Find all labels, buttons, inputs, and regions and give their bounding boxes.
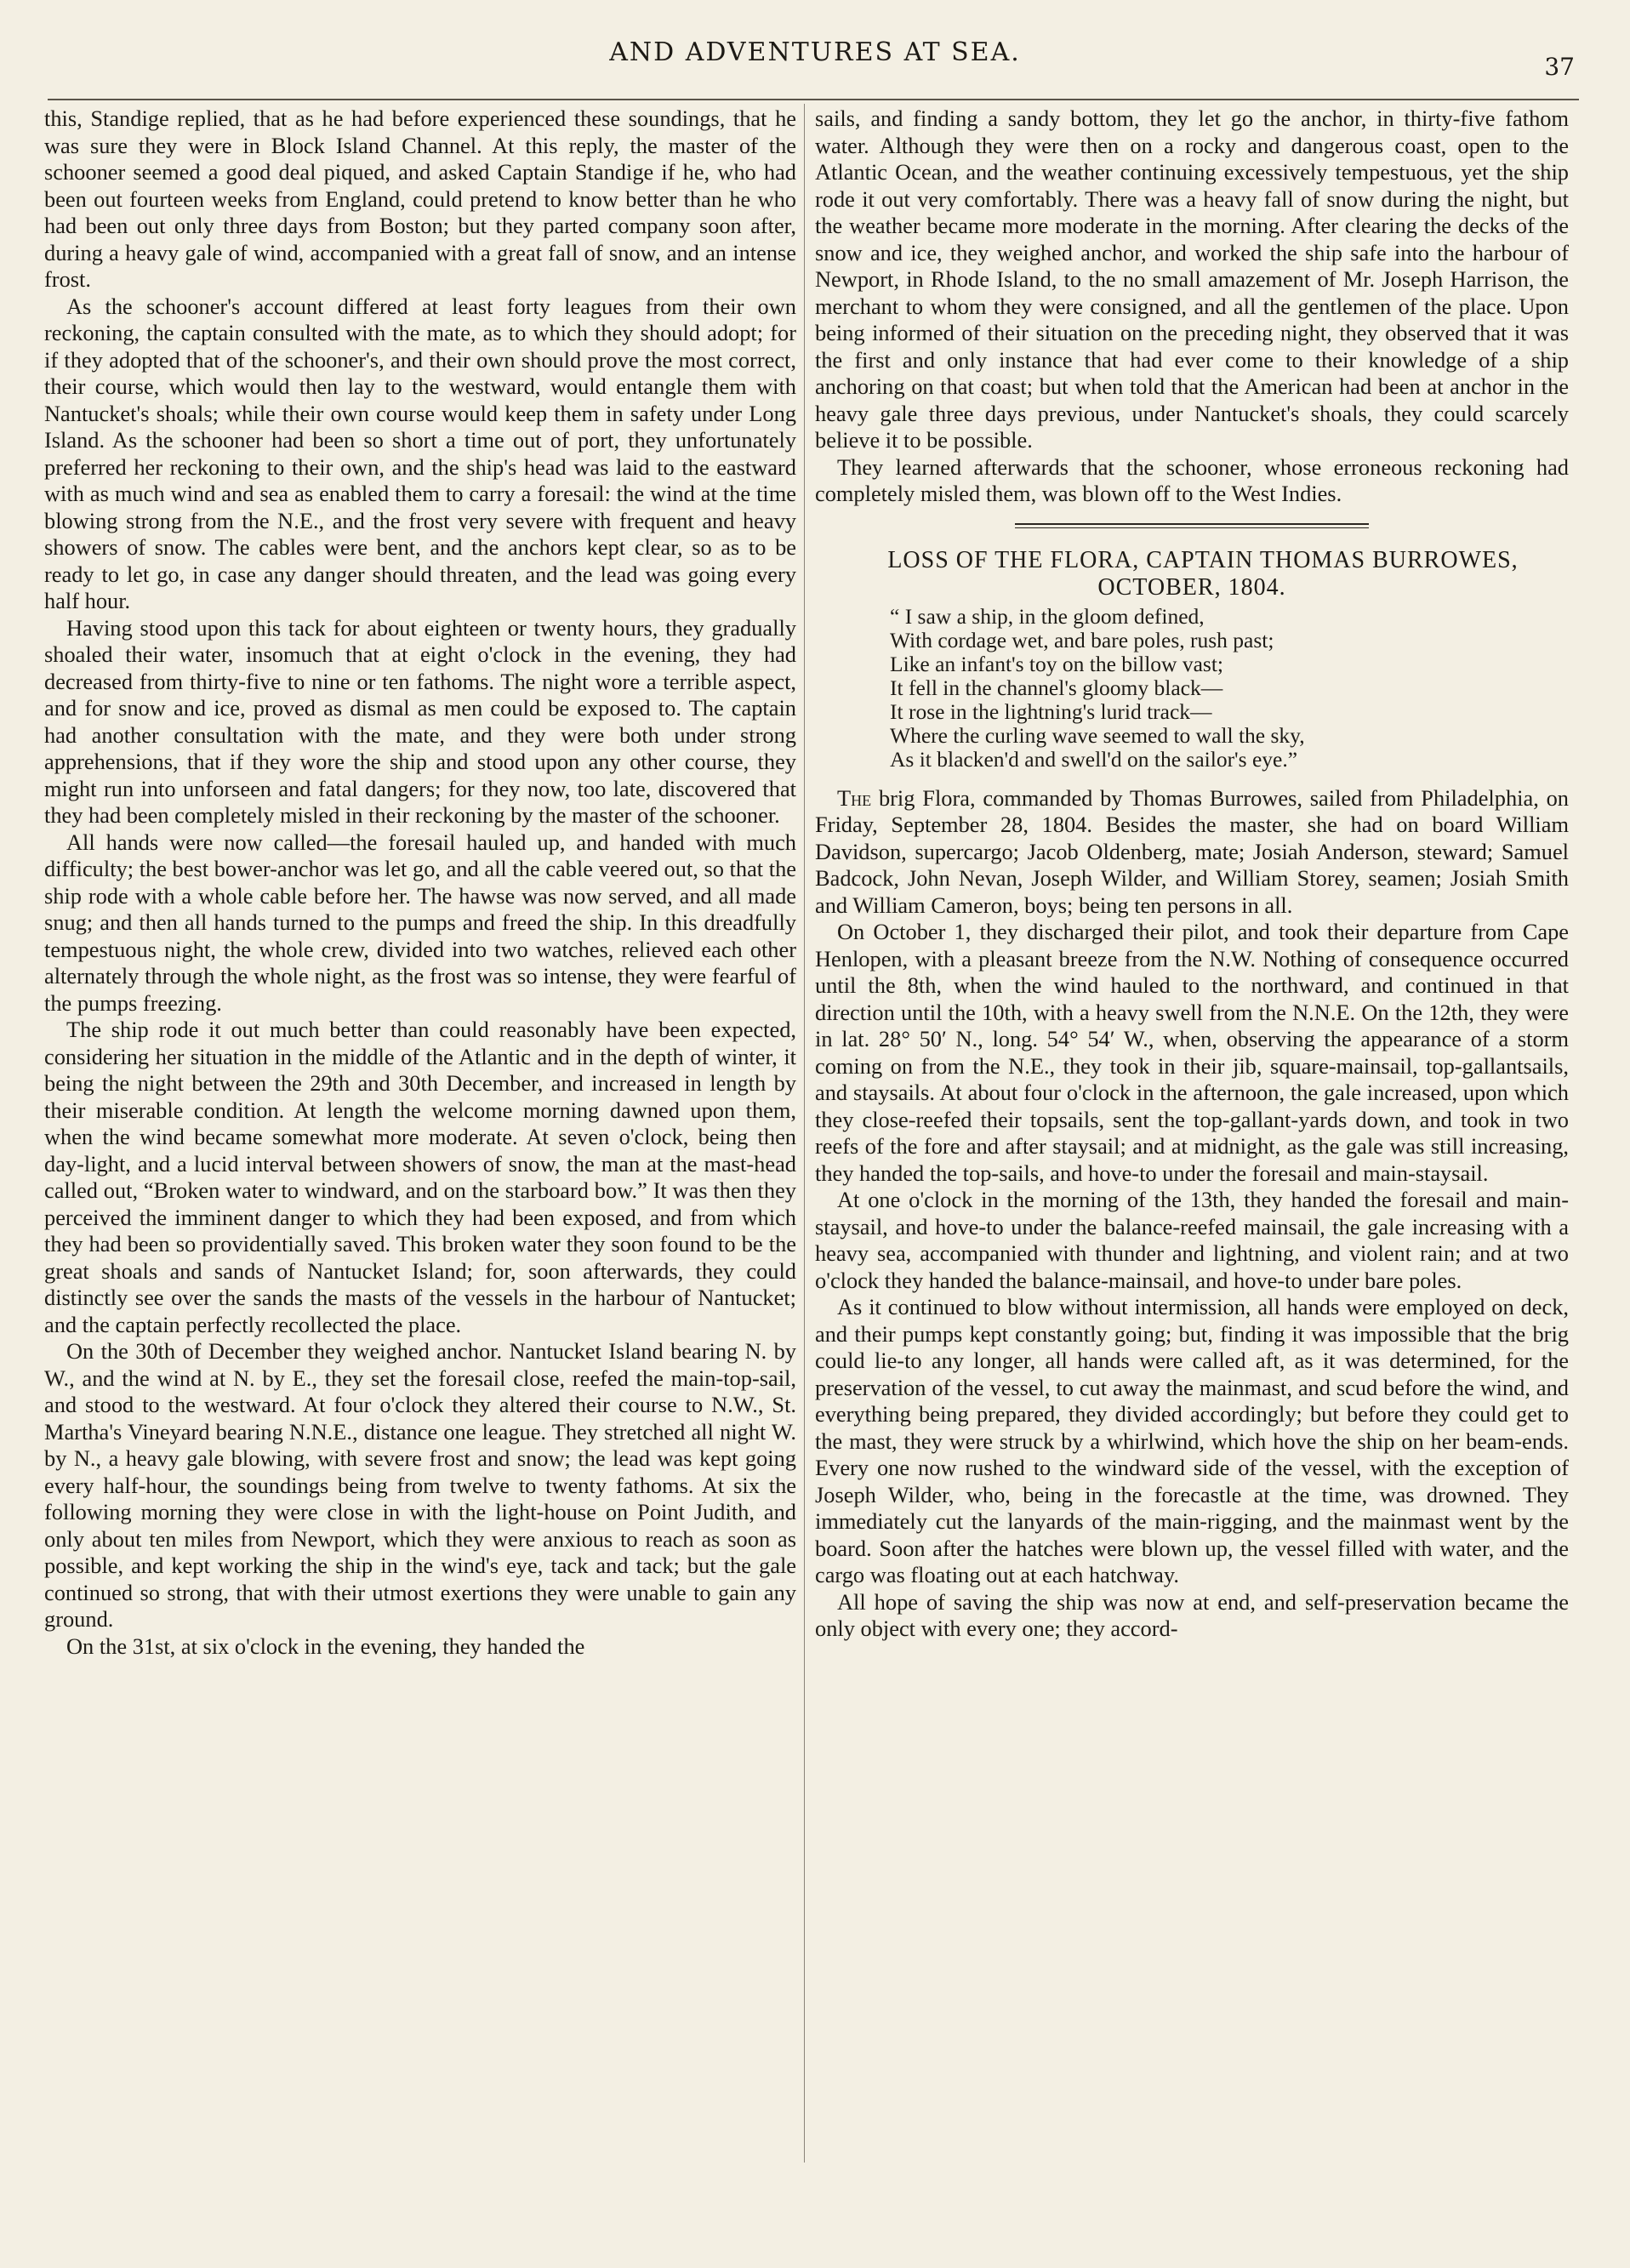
- paragraph: As it continued to blow without intermission, all hands were employed on deck, and their pumps kept constantly going; but, finding it was impossible that the brig could lie-to any longer, all hands were called aft, as it was determined, for the preservation of the vessel, to cut away the mainmast, and scud before the wind, and everything being prepared, they divided accordingly; but before they could get to the mast, they were struck by a whirlwind, which hove the ship on her beam-ends. Every one now rushed to the windward side of the vessel, with the exception of Joseph Wilder, who, being in the forecastle at the time, was drowned. They immediately cut the lanyards of the main-rigging, and the mainmast went by the board. Soon after the hatches were blown up, the vessel filled with water, and the cargo was floating out at each hatchway.: [815, 1294, 1569, 1587]
- paragraph: All hands were now called—the foresail hauled up, and handed with much difficulty; the best bower-anchor was let go, and all the cable veered out, so that the ship rode with a whole cable before her. The hawse was now served, and all made snug; and then all hands turned to the pumps and freed the ship. In this dreadfully tempestuous night, the whole crew, divided into two watches, relieved each other alternately through the whole night, as the frost was so intense, they were fearful of the pumps freezing.: [44, 829, 796, 1016]
- paragraph: this, Standige replied, that as he had before experienced these soundings, that he was sure they were in Block Island Channel. At this reply, the master of the schooner seemed a good deal piqued, and asked Captain Standige if he, who had been out fourteen weeks from England, could pretend to know better than he who had been out only three days from Boston; but they parted company soon after, during a heavy gale of wind, accompanied with a great fall of snow, and an intense frost.: [44, 105, 796, 292]
- paragraph-text: brig Flora, commanded by Thomas Burrowes, sailed from Philadelphia, on Friday, September 28, 1804. Besides the master, she had on board William Davidson, supercargo; Jacob Oldenberg, mate; Josiah Anderson, steward; Samuel Badcock, John Nevan, Joseph Wilder, and William Storey, seamen; Josiah Smith and William Cameron, boys; being ten persons in all.: [815, 784, 1569, 918]
- paragraph: The ship rode it out much better than could reasonably have been expected, considering her situation in the middle of the Atlantic and in the depth of winter, it being the night between the 29th and 30th December, and increased in length by their miserable condition. At length the welcome morning dawned upon them, when the wind became somewhat more moderate. At seven o'clock, being then day-light, and a lucid interval between showers of snow, the man at the mast-head called out, “Broken water to windward, and on the starboard bow.” It was then they perceived the imminent danger to which they had been exposed, and from which they had been so providentially saved. This broken water they soon found to be the great shoals and sands of Nantucket Island; for, soon afterwards, they could distinctly see over the sands the masts of the vessels in the harbour of Nantucket; and the captain perfectly recollected the place.: [44, 1017, 796, 1337]
- verse-line: Where the curling wave seemed to wall the sky,: [890, 722, 1305, 748]
- column-divider: [804, 104, 805, 2163]
- verse-line: It fell in the channel's gloomy black—: [890, 675, 1223, 700]
- paragraph: [815, 785, 1569, 920]
- paragraph: As the schooner's account differed at least forty leagues from their own reckoning, the captain consulted with the mate, as to which they should adopt; for if they adopted that of the schooner's, and their own should prove the most correct, their course, which would then lay to the westward, would entangle them with Nantucket's shoals; while their own course would keep them in safety under Long Island. As the schooner had been so short a time out of port, they unfortunately preferred her reckoning to their own, and the ship's head was laid to the eastward with as much wind and sea as enabled them to carry a foresail: the wind at the time blowing strong from the N.E., and the frost very severe with frequent and heavy showers of snow. The cables were bent, and the anchors kept clear, so as to be ready to let go, in case any danger should threaten, and the lead was going every half hour.: [44, 293, 796, 613]
- verse-line: As it blacken'd and swell'd on the sailor's eye.”: [890, 746, 1298, 772]
- paragraph: sails, and finding a sandy bottom, they let go the anchor, in thirty-five fathom water. Although they were then on a rocky and dangerous coast, open to the Atlantic Ocean, and the weather continuing excessively tempestuous, yet the ship rode it out very comfortably. There was a heavy fall of snow during the night, but the weather became more moderate in the morning. After clearing the decks of the snow and ice, they weighed anchor, and worked the ship safe into the harbour of Newport, in Rhode Island, to the no small amazement of Mr. Joseph Harrison, the merchant to whom they were consigned, and all the gentlemen of the place. Upon being informed of their situation on the preceding night, they observed that it was the first and only instance that had ever come to their knowledge of a ship anchoring on that coast; but when told that the American had been at anchor in the heavy gale three days previous, under Nantucket's shoals, they could scarcely believe it to be possible.: [815, 105, 1569, 453]
- page-number: 37: [1544, 53, 1575, 81]
- section-divider: [1015, 523, 1369, 528]
- lead-word: The: [837, 784, 872, 811]
- verse-line: With cordage wet, and bare poles, rush past;: [890, 627, 1274, 652]
- paragraph: On the 30th of December they weighed anchor. Nantucket Island bearing N. by W., and the wind at N. by E., they set the foresail close, reefed the main-top-sail, and stood to the westward. At four o'clock they altered their course to N.W., St. Martha's Vineyard bearing N.N.E., distance one league. They stretched all night W. by N., a heavy gale blowing, with severe frost and snow; the lead was kept going every half-hour, the soundings being from twelve to twenty fathoms. At six the following morning they were close in with the light-house on Point Judith, and only about ten miles from Newport, which they were anxious to reach as soon as possible, and kept working the ship in the wind's eye, tack and tack; but the gale continued so strong, that with their utmost exertions they were unable to gain any ground.: [44, 1338, 796, 1632]
- paragraph: Having stood upon this tack for about eighteen or twenty hours, they gradually shoaled their water, insomuch that at eight o'clock in the evening, they had decreased from thirty-five to nine or ten fathoms. The night wore a terrible aspect, and for snow and ice, proved as dismal as men could be exposed to. The captain had another consultation with the mate, and they were both under strong apprehensions, that if they wore the ship and stood upon any other course, they might run into unforseen and fatal dangers; for they now, too late, discovered that they had been completely misled in their reckoning by the master of the schooner.: [44, 614, 796, 828]
- section-title: LOSS OF THE FLORA, CAPTAIN THOMAS BURROWES, OCTOBER, 1804.: [887, 546, 1519, 601]
- paragraph: At one o'clock in the morning of the 13th, they handed the foresail and main-staysail, and hove-to under the balance-reefed mainsail, the gale increasing with a heavy sea, accompanied with thunder and lightning, and violent rain; and at two o'clock they handed the balance-mainsail, and hove-to under bare poles.: [815, 1187, 1569, 1293]
- paragraph: On the 31st, at six o'clock in the evening, they handed the: [66, 1633, 585, 1659]
- verse-line: It rose in the lightning's lurid track—: [890, 698, 1212, 724]
- paragraph: They learned afterwards that the schooner, whose erroneous reckoning had completely misled them, was blown off to the West Indies.: [815, 453, 1569, 506]
- verse-line: Like an infant's toy on the billow vast;: [890, 651, 1223, 676]
- paragraph: All hope of saving the ship was now at end, and self-preservation became the only object with every one; they accord-: [815, 1588, 1569, 1641]
- header-rule: [48, 99, 1579, 100]
- running-title: AND ADVENTURES AT SEA.: [609, 37, 1021, 67]
- right-column: [815, 105, 1569, 1643]
- left-column: [44, 105, 796, 1660]
- verse-line: “ I saw a ship, in the gloom defined,: [890, 603, 1205, 629]
- paragraph: On October 1, they discharged their pilot, and took their departure from Cape Henlopen, with a pleasant breeze from the N.W. Nothing of consequence occurred until the 8th, when the wind hauled to the northward, and continued in that direction until the 10th, with a heavy swell from the N.N.E. On the 12th, they were in lat. 28° 50′ N., long. 54° 54′ W., when, observing the appearance of a storm coming on from the N.E., they took in their jib, square-mainsail, top-gallantsails, and staysails. At about four o'clock in the afternoon, the gale increased, upon which they close-reefed their topsails, sent the top-gallant-yards down, and took in two reefs of the fore and after staysail; and at midnight, as the gale was still increasing, they handed the top-sails, and hove-to under the foresail and main-staysail.: [815, 919, 1569, 1186]
- epigraph-verse: [890, 605, 1569, 772]
